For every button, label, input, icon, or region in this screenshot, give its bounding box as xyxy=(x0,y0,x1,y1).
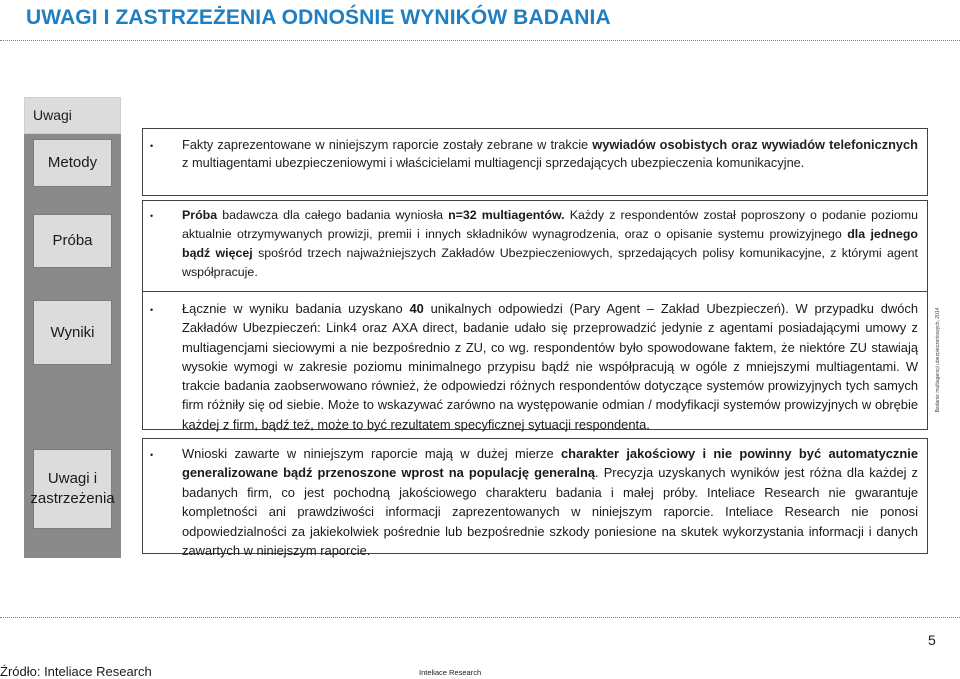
footer-divider xyxy=(0,617,960,618)
wyniki-text-1: Łącznie w wyniku badania uzyskano xyxy=(182,301,410,316)
uwagi-paragraph xyxy=(182,444,918,560)
proba-text-2: badawcza dla całego badania wyniosła xyxy=(217,208,449,222)
sidebar-header: Uwagi xyxy=(24,97,121,134)
proba-text-4: Każdy z respondentów został poproszony o podanie poziomu aktualnie otrzymywanych prowizji, premii i innych składników wynagrodzenia, oraz o opisanie systemu prowizyjnego xyxy=(182,208,918,241)
uwagi-text-1: Wnioski zawarte w niniejszym raporcie mają w dużej mierze xyxy=(182,446,561,461)
metody-text-1: Fakty zaprezentowane w niniejszym raporcie zostały zebrane w trakcie xyxy=(182,137,593,152)
bullet-icon: • xyxy=(150,305,154,315)
metody-text-2: wywiadów osobistych oraz wywiadów telefonicznych xyxy=(592,137,918,152)
uwagi-text-2: charakter jakościowy i nie powinny być automatycznie generalizowane bądź przenoszone wprost na populację generalną xyxy=(182,446,918,481)
sidebar-item-uwagi-i-zastrzezenia[interactable]: Uwagi i zastrzeżenia xyxy=(33,449,112,529)
uwagi-text-3: . Precyzja uzyskanych wyników jest różna dla każdej z badanych firm, co jest pochodną jakościowego charakteru badania i małej próby. Inteliace Research nie gwarantuje kompletności ani prawdziwości informacji zaprezentowanych w niniejszym raporcie. Inteliace Research nie ponosi odpowiedzialności za jakiekolwiek pośrednie lub bezpośrednie szkody poniesione na skutek wykorzystania informacji i danych zawartych w niniejszym raporcie. xyxy=(182,465,919,559)
page-number: 5 xyxy=(928,632,936,648)
metody-paragraph xyxy=(182,136,918,172)
sidebar-item-metody[interactable]: Metody xyxy=(33,139,112,187)
bullet-icon: • xyxy=(150,450,154,460)
wyniki-paragraph xyxy=(182,299,918,434)
proba-text-1: Próba xyxy=(182,208,218,222)
proba-text-5: dla jednego bądź więcej xyxy=(182,227,918,260)
bullet-icon: • xyxy=(150,141,154,151)
proba-text-3: n=32 multiagentów. xyxy=(448,208,565,222)
proba-paragraph xyxy=(182,206,918,282)
wyniki-text-3: unikalnych odpowiedzi (Pary Agent – Zakład Ubezpieczeń). W przypadku dwóch Zakładów Ubezpieczeń: Link4 oraz AXA direct, badanie udało się przeprowadzić jedynie z agentami posiadającymi umowy z multiagencjami sieciowymi a nie bezpośrednio z ZU, co wg. respondentów było spowodowane faktem, że niektóre ZU stawiają wysokie wymogi w zakresie poziomu minimalnego przypisu bądź nie współpracują w ogóle z mniejszymi multiagentami. W trakcie badania zaobserwowano również, że odpowiedzi różnych respondentów dotyczące systemów prowizyjnych tych samych firm różniły się od siebie. Może to wskazywać zarówno na występowanie odmian / modyfikacji systemów prowizyjnych w obrębie każdej z firm, bądź też, może to być rezultatem specyficznej sytuacji respondenta. xyxy=(182,301,919,432)
sidebar-item-proba[interactable]: Próba xyxy=(33,214,112,268)
proba-text-6: spośród trzech najważniejszych Zakładów Ubezpieczeniowych, sprzedających polisy komunikacyjne, z którymi agent współpracuje. xyxy=(182,246,918,279)
sidebar-item-wyniki[interactable]: Wyniki xyxy=(33,300,112,365)
metody-text-3: z multiagentami ubezpieczeniowymi i właścicielami multiagencji sprzedających ubezpieczenia komunikacyjne. xyxy=(182,155,805,170)
side-label: Badanie multiagencji ubezpieczeniowych, 2014 xyxy=(935,307,941,413)
source-note: Źródło: Inteliace Research xyxy=(0,664,152,679)
wyniki-text-2: 40 xyxy=(409,301,424,316)
footer-company: Inteliace Research xyxy=(419,668,482,677)
bullet-icon: • xyxy=(150,211,154,221)
page-title: UWAGI I ZASTRZEŻENIA ODNOŚNIE WYNIKÓW BADANIA xyxy=(26,6,611,29)
title-divider xyxy=(0,40,960,41)
